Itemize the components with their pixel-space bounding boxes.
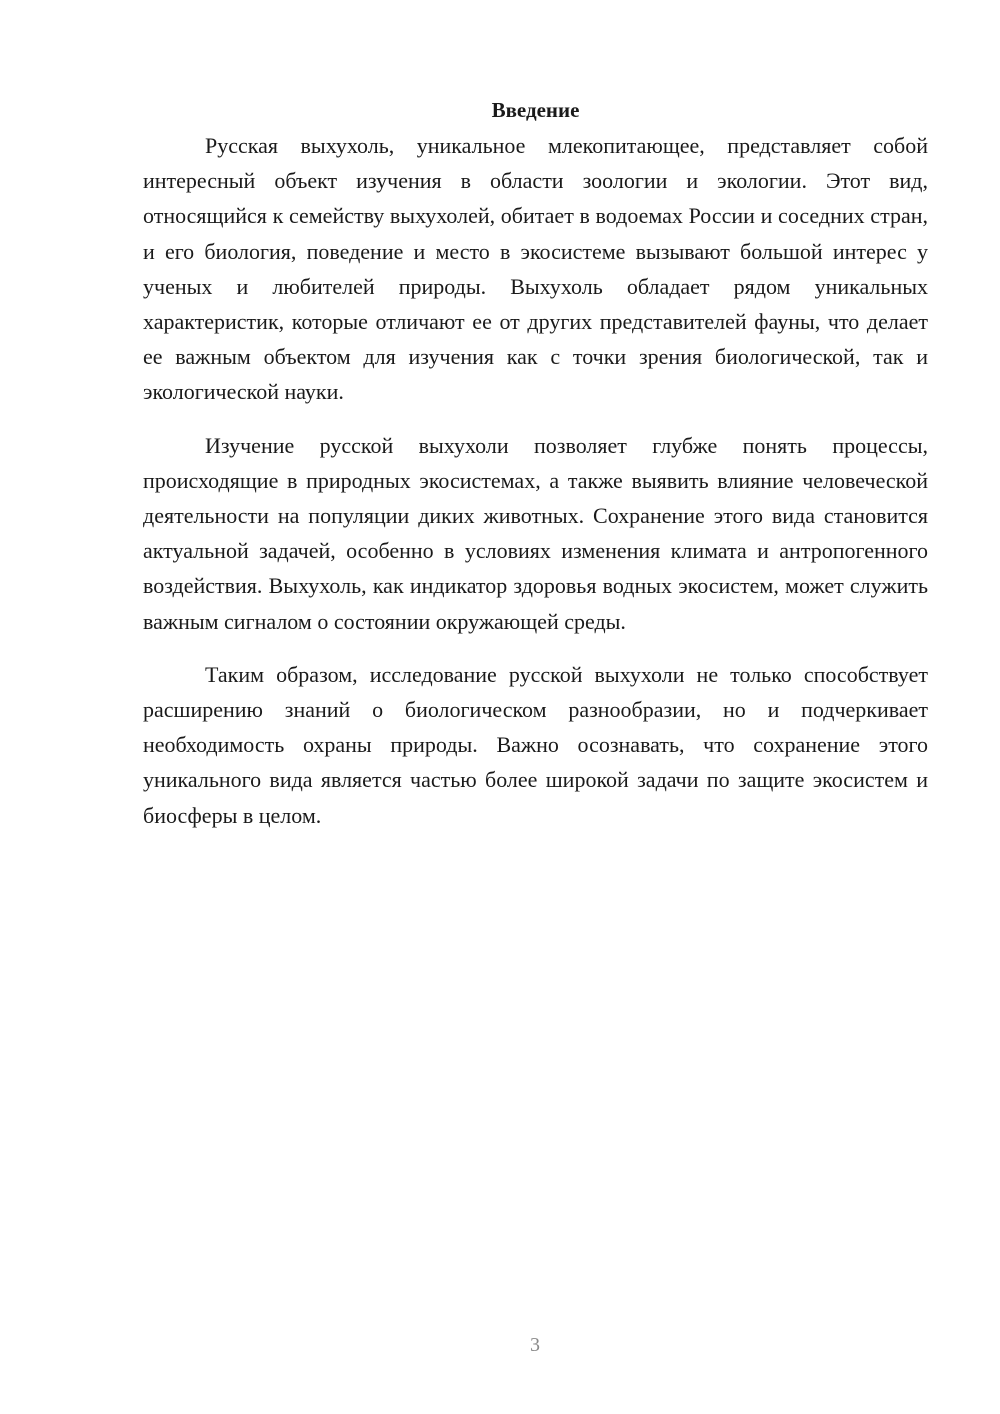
- section-title: Введение: [491, 98, 580, 122]
- page-number: 3: [530, 1334, 540, 1356]
- paragraph-2: Изучение русской выхухоли позволяет глубже понять процессы, происходящие в природных экосистемах, а также выявить влияние человеческой деятельности на популяции диких животных. Сохранение этого вида становится актуальной задачей, особенно в условиях изменения климата и антропогенного воздействия. Выхухоль, как индикатор здоровья водных экосистем, может служить важным сигналом о состоянии окружающей среды.: [143, 432, 928, 634]
- paragraph-3: Таким образом, исследование русской выхухоли не только способствует расширению знаний о биологическом разнообразии, но и подчеркивает необходимость охраны природы. Важно осознавать, что сохранение этого уникального вида является частью более широкой задачи по защите экосистем и биосферы в целом.: [143, 661, 928, 828]
- paragraph-1: Русская выхухоль, уникальное млекопитающее, представляет собой интересный объект изучения в области зоологии и экологии. Этот вид, относящийся к семейству выхухолей, обитает в водоемах России и соседних стран, и его биология, поведение и место в экосистеме вызывают большой интерес у ученых и любителей природы. Выхухоль обладает рядом уникальных характеристик, которые отличают ее от других представителей фауны, что делает ее важным объектом для изучения как с точки зрения биологической, так и экологической науки.: [143, 133, 928, 405]
- page-content: [143, 93, 928, 833]
